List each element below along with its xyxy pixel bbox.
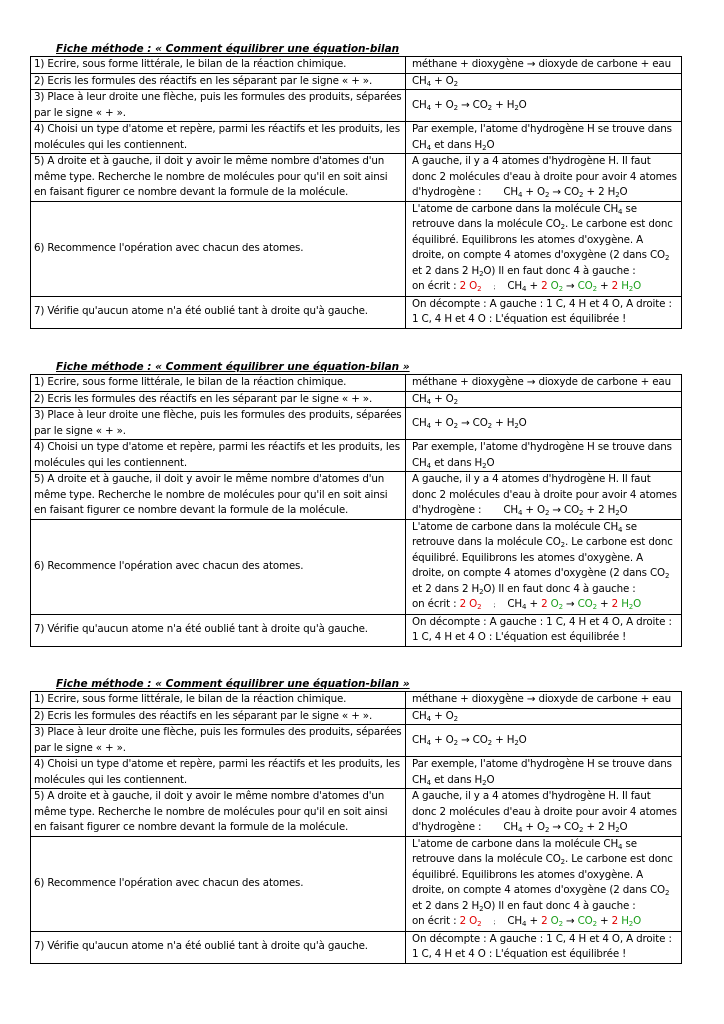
table-row bbox=[31, 708, 682, 725]
step-instruction: 4) Choisi un type d'atome et repère, parmi les réactifs et les produits, les molécules qui les contiennent. bbox=[31, 757, 406, 789]
table-row bbox=[31, 614, 682, 646]
step-instruction: 1) Ecrire, sous forme littérale, le bilan de la réaction chimique. bbox=[31, 57, 406, 74]
table-row bbox=[31, 375, 682, 392]
step-example: A gauche, il y a 4 atomes d'hydrogène H. Il faut donc 2 molécules d'eau à droite pour avoir 4 atomes d'hydrogène : $CH_4 + O_2 \to CO_2 + 2$ $H_2O$ bbox=[406, 789, 682, 837]
step-example: A gauche, il y a 4 atomes d'hydrogène H. Il faut donc 2 molécules d'eau à droite pour avoir 4 atomes d'hydrogène : $CH_4 + O_2 \to CO_2 + 2$ $H_2O$ bbox=[406, 472, 682, 520]
worksheet bbox=[30, 677, 682, 964]
table-row bbox=[31, 201, 682, 296]
sheet-title: Fiche méthode : « Comment équilibrer une équation-bilan » bbox=[56, 678, 410, 690]
table-row bbox=[31, 472, 682, 520]
step-example: On décompte : A gauche : 1 C, 4 H et 4 O, A droite : 1 C, 4 H et 4 O : L'équation est équilibrée ! bbox=[406, 296, 682, 328]
table-row bbox=[31, 440, 682, 472]
step-instruction: 3) Place à leur droite une flèche, puis les formules des produits, séparées par le signe « + ». bbox=[31, 90, 406, 122]
method-table bbox=[30, 374, 682, 647]
step-instruction: 5) A droite et à gauche, il doit y avoir le même nombre d'atomes d'un même type. Recherche le nombre de molécules pour qu'il en soit ainsi en faisant figurer ce nombre devant la formule de la molécule. bbox=[31, 154, 406, 202]
step-example: Par exemple, l'atome d'hydrogène H se trouve dans $CH_4$ et dans $H_2O$ bbox=[406, 757, 682, 789]
worksheet bbox=[30, 360, 682, 647]
step-example: méthane + dioxygène → dioxyde de carbone + eau bbox=[406, 692, 682, 709]
table-row bbox=[31, 836, 682, 931]
step-example: On décompte : A gauche : 1 C, 4 H et 4 O, A droite : 1 C, 4 H et 4 O : L'équation est équilibrée ! bbox=[406, 931, 682, 963]
step-example: $CH_4 + O_2 \to CO_2 + H_2O$ bbox=[406, 408, 682, 440]
step-instruction: 4) Choisi un type d'atome et repère, parmi les réactifs et les produits, les molécules qui les contiennent. bbox=[31, 122, 406, 154]
step-instruction: 6) Recommence l'opération avec chacun des atomes. bbox=[31, 519, 406, 614]
step-instruction: 5) A droite et à gauche, il doit y avoir le même nombre d'atomes d'un même type. Recherche le nombre de molécules pour qu'il en soit ainsi en faisant figurer ce nombre devant la formule de la molécule. bbox=[31, 789, 406, 837]
table-row bbox=[31, 408, 682, 440]
table-row bbox=[31, 519, 682, 614]
step-instruction: 1) Ecrire, sous forme littérale, le bilan de la réaction chimique. bbox=[31, 692, 406, 709]
step-instruction: 7) Vérifie qu'aucun atome n'a été oublié tant à droite qu'à gauche. bbox=[31, 296, 406, 328]
step-example: méthane + dioxygène → dioxyde de carbone + eau bbox=[406, 375, 682, 392]
table-row bbox=[31, 789, 682, 837]
step-instruction: 6) Recommence l'opération avec chacun des atomes. bbox=[31, 836, 406, 931]
table-row bbox=[31, 391, 682, 408]
step-instruction: 4) Choisi un type d'atome et repère, parmi les réactifs et les produits, les molécules qui les contiennent. bbox=[31, 440, 406, 472]
table-row bbox=[31, 73, 682, 90]
table-row bbox=[31, 57, 682, 74]
step-instruction: 6) Recommence l'opération avec chacun des atomes. bbox=[31, 201, 406, 296]
table-row bbox=[31, 122, 682, 154]
worksheet bbox=[30, 42, 682, 329]
step-example: $CH_4 + O_2$ bbox=[406, 391, 682, 408]
step-instruction: 2) Ecris les formules des réactifs en les séparant par le signe « + ». bbox=[31, 73, 406, 90]
step-instruction: 2) Ecris les formules des réactifs en les séparant par le signe « + ». bbox=[31, 391, 406, 408]
sheet-title: Fiche méthode : « Comment équilibrer une équation-bilan bbox=[56, 43, 400, 55]
step-example: L'atome de carbone dans la molécule $CH_4$ se retrouve dans la molécule $CO_2$. Le carbone est donc équilibré. Equilibrons les atomes d'oxygène. A droite, on compte 4 atomes d'oxygène (2 dans $CO_2$ et 2 dans 2 $H_2O$) Il en faut donc 4 à gauche : on écrit : 2 $O_2$ ; $CH_4 + 2$ $O_2 \to CO_2 + 2$ $H_2O$ bbox=[406, 519, 682, 614]
step-instruction: 3) Place à leur droite une flèche, puis les formules des produits, séparées par le signe « + ». bbox=[31, 725, 406, 757]
step-example: $CH_4 + O_2$ bbox=[406, 708, 682, 725]
step-example: On décompte : A gauche : 1 C, 4 H et 4 O, A droite : 1 C, 4 H et 4 O : L'équation est équilibrée ! bbox=[406, 614, 682, 646]
table-row bbox=[31, 90, 682, 122]
step-instruction: 7) Vérifie qu'aucun atome n'a été oublié tant à droite qu'à gauche. bbox=[31, 931, 406, 963]
step-example: Par exemple, l'atome d'hydrogène H se trouve dans $CH_4$ et dans $H_2O$ bbox=[406, 122, 682, 154]
step-example: Par exemple, l'atome d'hydrogène H se trouve dans $CH_4$ et dans $H_2O$ bbox=[406, 440, 682, 472]
table-row bbox=[31, 154, 682, 202]
step-example: méthane + dioxygène → dioxyde de carbone + eau bbox=[406, 57, 682, 74]
step-example: L'atome de carbone dans la molécule $CH_4$ se retrouve dans la molécule $CO_2$. Le carbone est donc équilibré. Equilibrons les atomes d'oxygène. A droite, on compte 4 atomes d'oxygène (2 dans $CO_2$ et 2 dans 2 $H_2O$) Il en faut donc 4 à gauche : on écrit : 2 $O_2$ ; $CH_4 + 2$ $O_2 \to CO_2 + 2$ $H_2O$ bbox=[406, 836, 682, 931]
table-row bbox=[31, 931, 682, 963]
step-example: $CH_4 + O_2 \to CO_2 + H_2O$ bbox=[406, 725, 682, 757]
method-table bbox=[30, 691, 682, 964]
step-example: L'atome de carbone dans la molécule $CH_4$ se retrouve dans la molécule $CO_2$. Le carbone est donc équilibré. Equilibrons les atomes d'oxygène. A droite, on compte 4 atomes d'oxygène (2 dans $CO_2$ et 2 dans 2 $H_2O$) Il en faut donc 4 à gauche : on écrit : 2 $O_2$ ; $CH_4 + 2$ $O_2 \to CO_2 + 2$ $H_2O$ bbox=[406, 201, 682, 296]
step-instruction: 2) Ecris les formules des réactifs en les séparant par le signe « + ». bbox=[31, 708, 406, 725]
step-example: A gauche, il y a 4 atomes d'hydrogène H. Il faut donc 2 molécules d'eau à droite pour avoir 4 atomes d'hydrogène : $CH_4 + O_2 \to CO_2 + 2$ $H_2O$ bbox=[406, 154, 682, 202]
step-instruction: 3) Place à leur droite une flèche, puis les formules des produits, séparées par le signe « + ». bbox=[31, 408, 406, 440]
table-row bbox=[31, 692, 682, 709]
sheet-title: Fiche méthode : « Comment équilibrer une équation-bilan » bbox=[56, 361, 410, 373]
table-row bbox=[31, 725, 682, 757]
step-example: $CH_4 + O_2 \to CO_2 + H_2O$ bbox=[406, 90, 682, 122]
step-instruction: 5) A droite et à gauche, il doit y avoir le même nombre d'atomes d'un même type. Recherche le nombre de molécules pour qu'il en soit ainsi en faisant figurer ce nombre devant la formule de la molécule. bbox=[31, 472, 406, 520]
table-row bbox=[31, 296, 682, 328]
table-row bbox=[31, 757, 682, 789]
step-instruction: 7) Vérifie qu'aucun atome n'a été oublié tant à droite qu'à gauche. bbox=[31, 614, 406, 646]
method-table bbox=[30, 56, 682, 329]
step-example: $CH_4 + O_2$ bbox=[406, 73, 682, 90]
step-instruction: 1) Ecrire, sous forme littérale, le bilan de la réaction chimique. bbox=[31, 375, 406, 392]
